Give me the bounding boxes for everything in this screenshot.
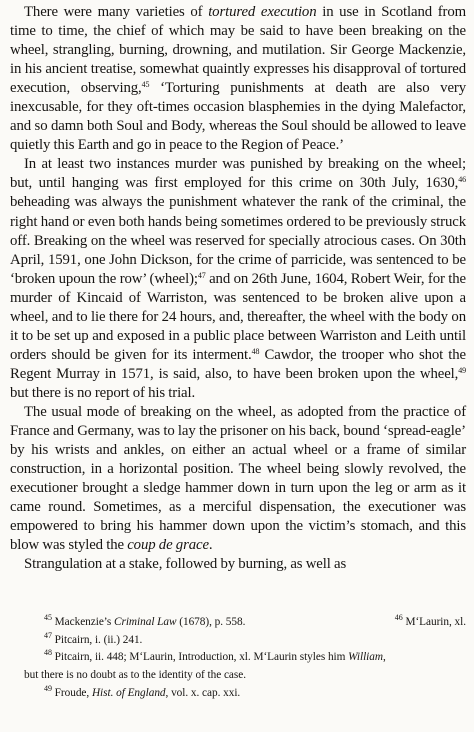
footnote-text bbox=[52, 687, 240, 699]
text-run: in use in Scotland from time to time, the chief of which may be said to have been breaking on the wheel, strangling, burning, drowning, and mutilation. Sir George Mackenzie, in his ancient treatise, somewhat quaintly expresses his disapproval of tortured execution, observing, bbox=[10, 4, 466, 97]
text-run: In at least two instances murder was punished by breaking on the wheel; but, until hanging was first employed for this crime on 30th July, 1630, bbox=[10, 156, 466, 192]
body-text bbox=[10, 3, 466, 574]
footnote-47 bbox=[10, 632, 466, 650]
footnote-ref: 48 bbox=[251, 346, 260, 356]
text-run: , vol. x. cap. xxi. bbox=[165, 686, 241, 699]
footnotes bbox=[10, 614, 466, 703]
text-run: ‘Torturing punishments at death are also very inexcusable, for they oft-times occasion blasphemies in the dying Malefactor, and so damn both Soul and Body, whereas the Soul should be allowed to leave quietly this Earth and go in peace to the Region of Peace.’ bbox=[10, 80, 466, 154]
text-run: (1678), p. 558. bbox=[176, 616, 246, 628]
footnote-49 bbox=[10, 685, 466, 703]
paragraph-tortured-execution bbox=[10, 3, 466, 155]
footnote-text bbox=[52, 651, 386, 663]
text-run: Pitcairn, ii. 448; M‘Laurin, Introduction, xl. M‘Laurin styles him bbox=[51, 651, 349, 664]
paragraph-strangulation bbox=[10, 555, 466, 574]
text-run: Strangulation at a stake, followed by burning, as well as bbox=[24, 556, 347, 573]
paragraph-breaking-on-wheel bbox=[10, 155, 466, 403]
paragraph-usual-mode bbox=[10, 403, 466, 555]
footnote-number: 48 bbox=[44, 648, 52, 658]
footnote-text bbox=[403, 616, 466, 628]
text-run: , bbox=[382, 651, 386, 664]
footnote-text bbox=[52, 616, 245, 628]
text-run: The usual mode of breaking on the wheel, as adopted from the practice of France and Germany, was to lay the prisoner on his back, bound ‘spread-eagle’ by his wrists and ankles, on either an actual wheel or a frame of similar construction, in a horizontal position. The wheel being slowly revolved, the executioner brought a sledge hammer down in turn upon the leg or arm as it came round. Sometimes, as a merciful dispensation, the executioner was empowered to bring his hammer down upon the victim’s stomach, and this blow was styled the bbox=[10, 403, 466, 554]
footnote-ref: 46 bbox=[458, 175, 466, 185]
italic-text: coup de grace bbox=[127, 537, 209, 554]
text-run: but there is no doubt as to the identity of the case. bbox=[24, 669, 246, 682]
italic-text: Criminal Law bbox=[114, 616, 177, 628]
text-run: Pitcairn, i. (ii.) 241. bbox=[51, 633, 143, 646]
footnote-row bbox=[10, 614, 466, 632]
italic-text: Hist. of England bbox=[91, 686, 166, 699]
footnote-number: 49 bbox=[44, 683, 52, 693]
footnote-text bbox=[52, 634, 142, 646]
footnote-ref: 49 bbox=[458, 365, 466, 375]
footnote-45 bbox=[44, 614, 245, 632]
text-run: beheading was always the punishment whatever the rank of the criminal, the right hand or even both hands being sometimes ordered to be previously struck off. Breaking on the wheel was reserved for specially atrocious cases. On 30th April, 1591, one John Dickson, for the crime of parricide, was sentenced to be ‘broken upoun the row’ (wheel); bbox=[10, 194, 466, 287]
footnote-46 bbox=[395, 614, 466, 632]
footnote-ref: 45 bbox=[141, 80, 150, 90]
footnote-48-continued bbox=[10, 667, 466, 685]
footnote-number: 46 bbox=[394, 613, 403, 622]
text-run: but there is no report of his trial. bbox=[10, 384, 196, 401]
italic-text: tortured execution bbox=[208, 4, 317, 20]
text-run: M‘Laurin, xl. bbox=[402, 616, 466, 628]
footnote-number: 47 bbox=[44, 630, 52, 640]
text-run: Mackenzie’s bbox=[51, 616, 114, 628]
text-run: There were many varieties of bbox=[24, 4, 209, 20]
text-run: Cawdor, the trooper who shot the Regent Murray in 1571, is said, also, to have been broken upon the wheel, bbox=[10, 346, 466, 382]
footnote-number: 45 bbox=[44, 613, 52, 622]
footnote-ref: 47 bbox=[197, 270, 206, 280]
text-run: . bbox=[208, 537, 213, 554]
italic-text: William bbox=[348, 651, 383, 664]
footnote-48 bbox=[10, 649, 466, 667]
text-run: and on 26th June, 1604, Robert Weir, for the murder of Kincaid of Warriston, was sentenced to be broken alive upon a wheel, and to lie there for 24 hours, and, thereafter, the wheel with the body on it to be set up and exposed in a public place between Warriston and Leith until orders should be given for its interment. bbox=[10, 270, 466, 363]
text-run: Froude, bbox=[51, 686, 92, 699]
